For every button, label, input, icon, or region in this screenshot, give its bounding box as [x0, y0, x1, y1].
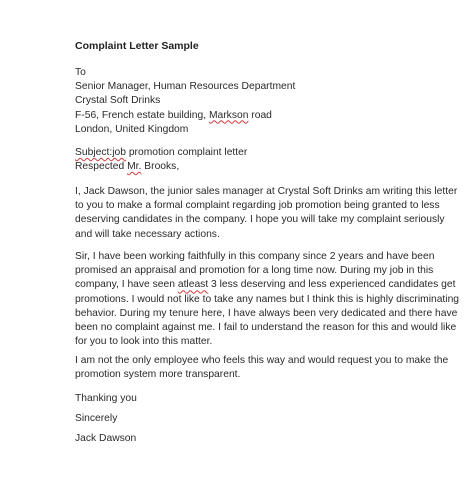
spellcheck-word-subject[interactable]: Subject — [75, 147, 110, 158]
subject-rest: promotion complaint letter — [125, 147, 248, 158]
paragraph-line: to you to make a formal complaint regarding job promotion being granted to less — [75, 200, 440, 212]
spellcheck-word-colon-job[interactable]: :job — [109, 147, 126, 158]
paragraph-line-suffix: 3 less deserving and less experienced candidates get — [208, 279, 456, 291]
salutation-respected: Respected — [75, 161, 128, 173]
paragraph-line — [75, 278, 456, 292]
paragraph-line: I, Jack Dawson, the junior sales manager at Crystal Soft Drinks am writing this letter — [75, 186, 458, 197]
salutation-name: Brooks, — [141, 161, 180, 173]
paragraph-line: behavior. During my tenure here, I have always been very dedicated and there have — [75, 307, 458, 319]
recipient-address — [75, 66, 415, 137]
address-street-suffix: road — [248, 109, 272, 121]
paragraph-line: and will take necessary actions. — [75, 228, 220, 240]
subject-block — [75, 146, 415, 174]
document-title: Complaint Letter Sample — [75, 40, 199, 52]
closing-sincerely: Sincerely — [75, 413, 118, 424]
paragraph-line: for you to look into this matter. — [75, 336, 213, 348]
paragraph-line: been no complaint against me. I fail to understand the reason for this and would like — [75, 322, 457, 334]
address-street — [75, 109, 415, 123]
paragraph-details — [75, 250, 460, 349]
paragraph-line: Sir, I have been working faithfully in this company since 2 years and have been — [75, 251, 435, 262]
salutation-line — [75, 160, 415, 174]
paragraph-line: promised an appraisal and promotion for a long time now. During my job in this — [75, 265, 434, 277]
paragraph-request — [75, 354, 449, 382]
address-company: Crystal Soft Drinks — [75, 95, 161, 107]
address-city: London, United Kingdom — [75, 123, 189, 135]
address-recipient: Senior Manager, Human Resources Department — [75, 81, 296, 93]
spellcheck-word-atleast[interactable]: atleast — [177, 279, 209, 291]
paragraph-line-prefix: company, I have seen — [75, 279, 178, 291]
address-to: To — [75, 67, 86, 78]
paragraph-line: I am not the only employee who feels this way and would request you to make the — [75, 355, 449, 366]
closing-thanks: Thanking you — [75, 393, 137, 404]
address-street-prefix: F-56, French estate building, — [75, 109, 209, 121]
paragraph-line: promotions. I would not like to take any names but I think this is highly discriminating — [75, 293, 460, 305]
signature-name: Jack Dawson — [75, 433, 137, 444]
subject-line — [75, 146, 415, 160]
paragraph-line: deserving candidates in the company. I hope you will take my complaint seriously — [75, 214, 445, 226]
paragraph-intro — [75, 185, 458, 242]
spellcheck-word-markson[interactable]: Markson — [208, 109, 249, 121]
paragraph-line: promotion system more transparent. — [75, 369, 241, 381]
spellcheck-word-mr[interactable]: Mr. — [127, 161, 142, 173]
